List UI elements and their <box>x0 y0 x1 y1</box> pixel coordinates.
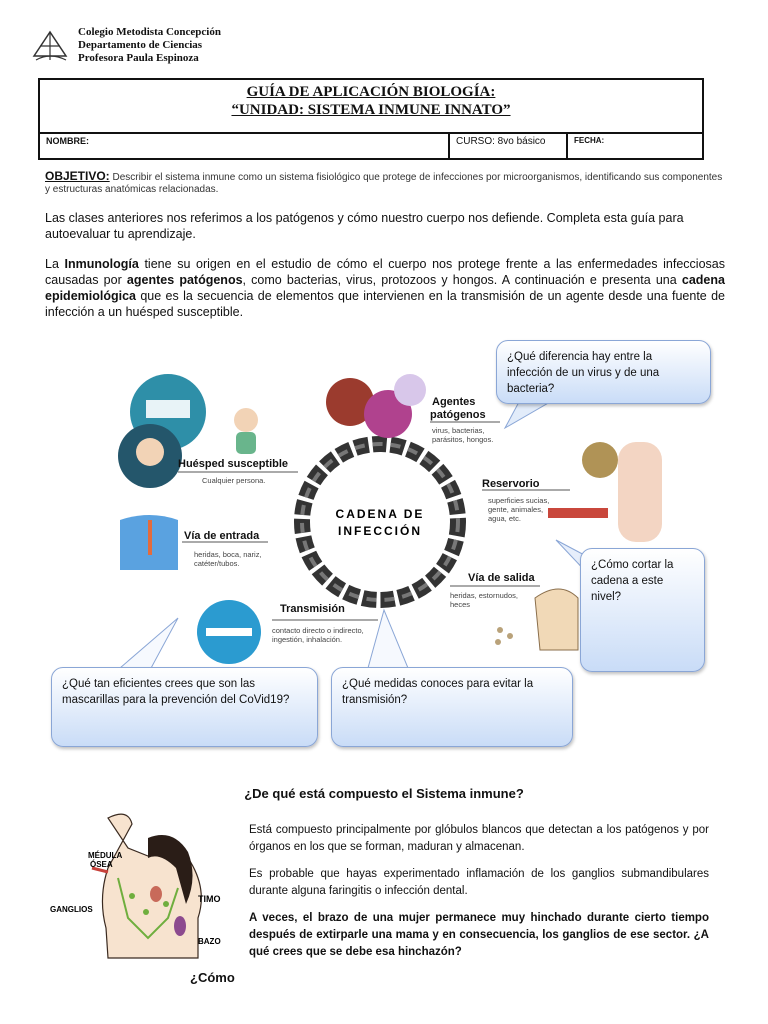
term-inmunologia: Inmunología <box>64 257 139 271</box>
course-field: CURSO: 8vo básico <box>448 132 566 158</box>
chain-title-line2: INFECCIÓN <box>338 524 422 538</box>
sneezing-face-icon <box>535 589 578 650</box>
intro-paragraph: Las clases anteriores nos referimos a los patógenos y cómo nuestro cuerpo nos defiende. Completa esta guía para autoevaluar tu aprendizaje. <box>45 211 684 241</box>
thymus-icon <box>150 886 162 902</box>
unit-title: “UNIDAD: SISTEMA INMUNE INNATO” <box>231 102 511 118</box>
entrada-sub2: catéter/tubos. <box>194 559 240 568</box>
label-osea: ÓSEA <box>90 860 113 869</box>
reservorio-sub1: superficies sucias, <box>488 496 550 505</box>
label-timo: TIMO <box>198 894 221 904</box>
label-via-entrada: Vía de entrada <box>184 530 260 542</box>
objective <box>45 170 725 196</box>
bubble-medidas: ¿Qué medidas conoces para evitar la transmisión? <box>331 667 573 747</box>
label-ganglios: GANGLIOS <box>50 905 93 914</box>
label-agentes: Agentes <box>432 396 476 408</box>
entrada-sub1: heridas, boca, nariz, <box>194 550 262 559</box>
term-agentes: agentes patógenos <box>126 273 243 287</box>
label-huesped: Huésped susceptible <box>178 458 289 470</box>
bubble-mascarillas: ¿Qué tan eficientes crees que son las mascarillas para la prevención del CoVid19? <box>51 667 318 747</box>
term-cadena: cadena epidemiológica <box>45 273 725 303</box>
section-paragraph-3: A veces, el brazo de una mujer permanece muy hinchado durante cierto tiempo después de extirparle una mama y en consecuencia, los ganglios de ese sector. ¿A qué crees que se debe esa hinchazón? <box>249 912 709 958</box>
school-name: Colegio Metodista Concepción <box>78 26 221 38</box>
guide-title: GUÍA DE APLICACIÓN BIOLOGÍA: <box>246 84 496 100</box>
label-transmision: Transmisión <box>280 603 345 615</box>
name-field[interactable]: NOMBRE: <box>46 136 89 146</box>
title-row <box>40 80 702 134</box>
school-logo-icon <box>30 26 72 66</box>
baby-icon <box>234 408 258 432</box>
immunology-paragraph: La Inmunología tiene su origen en el estudio de cómo el cuerpo nos protege frente a las enfermedades infecciosas causadas por agentes patógenos, como bacterias, virus, protozoos y hongos. A continuación e presenta una cadena epidemiológica que es la secuencia de elementos que intervienen en la transmisión de un agente desde una fuente de infección a un huésped susceptible. <box>45 257 725 319</box>
label-bazo: BAZO <box>198 937 221 946</box>
label-reservorio: Reservorio <box>482 478 540 490</box>
huesped-sub: Cualquier persona. <box>202 476 266 485</box>
transmision-sub2: ingestión, inhalación. <box>272 635 343 644</box>
next-question: ¿Cómo <box>190 970 235 985</box>
bubble-cortar-cadena: ¿Cómo cortar la cadena a este nivel? <box>580 548 705 672</box>
section-paragraph-2: Es probable que hayas experimentado inflamación de los ganglios submandibulares durante alguna faringitis o infección dental. <box>249 868 709 897</box>
reservorio-sub2: gente, animales, <box>488 505 544 514</box>
salida-sub2: heces <box>450 600 471 609</box>
objective-text: Describir el sistema inmune como un sistema fisiológico que protege de infecciones por microorganismos, identificando sus componentes y estructuras anatómicas relacionadas. <box>45 172 723 195</box>
door-knob-icon <box>582 442 618 478</box>
label-via-salida: Vía de salida <box>468 572 535 584</box>
human-body-icon <box>618 442 662 542</box>
agentes-sub1: virus, bacterias, <box>432 426 485 435</box>
chain-title-line1: CADENA DE <box>335 507 425 521</box>
date-field[interactable]: FECHA: <box>566 132 702 158</box>
department-name: Departamento de Ciencias <box>78 39 203 51</box>
teacher-name: Profesora Paula Espinoza <box>78 52 199 64</box>
salida-sub1: heridas, estornudos, <box>450 591 518 600</box>
bubble-virus-bacteria: ¿Qué diferencia hay entre la infección de un virus y de una bacteria? <box>496 340 711 404</box>
section-paragraph-1: Está compuesto principalmente por glóbulos blancos que detectan a los patógenos y por órganos en los que se forman, maduran y almacenan. <box>249 824 709 853</box>
spleen-icon <box>174 916 186 936</box>
immune-organs-illustration <box>48 808 238 968</box>
section-title: ¿De qué está compuesto el Sistema inmune? <box>244 786 524 801</box>
transmision-sub1: contacto directo o indirecto, <box>272 626 364 635</box>
label-medula: MÉDULA <box>88 851 123 860</box>
label-patogenos: patógenos <box>430 409 486 421</box>
objective-label: OBJETIVO: <box>45 169 110 183</box>
reservorio-sub3: agua, etc. <box>488 514 521 523</box>
stretcher-icon <box>548 508 608 518</box>
title-box <box>38 78 704 160</box>
agentes-sub2: parásitos, hongos. <box>432 435 494 444</box>
school-header <box>78 26 221 65</box>
